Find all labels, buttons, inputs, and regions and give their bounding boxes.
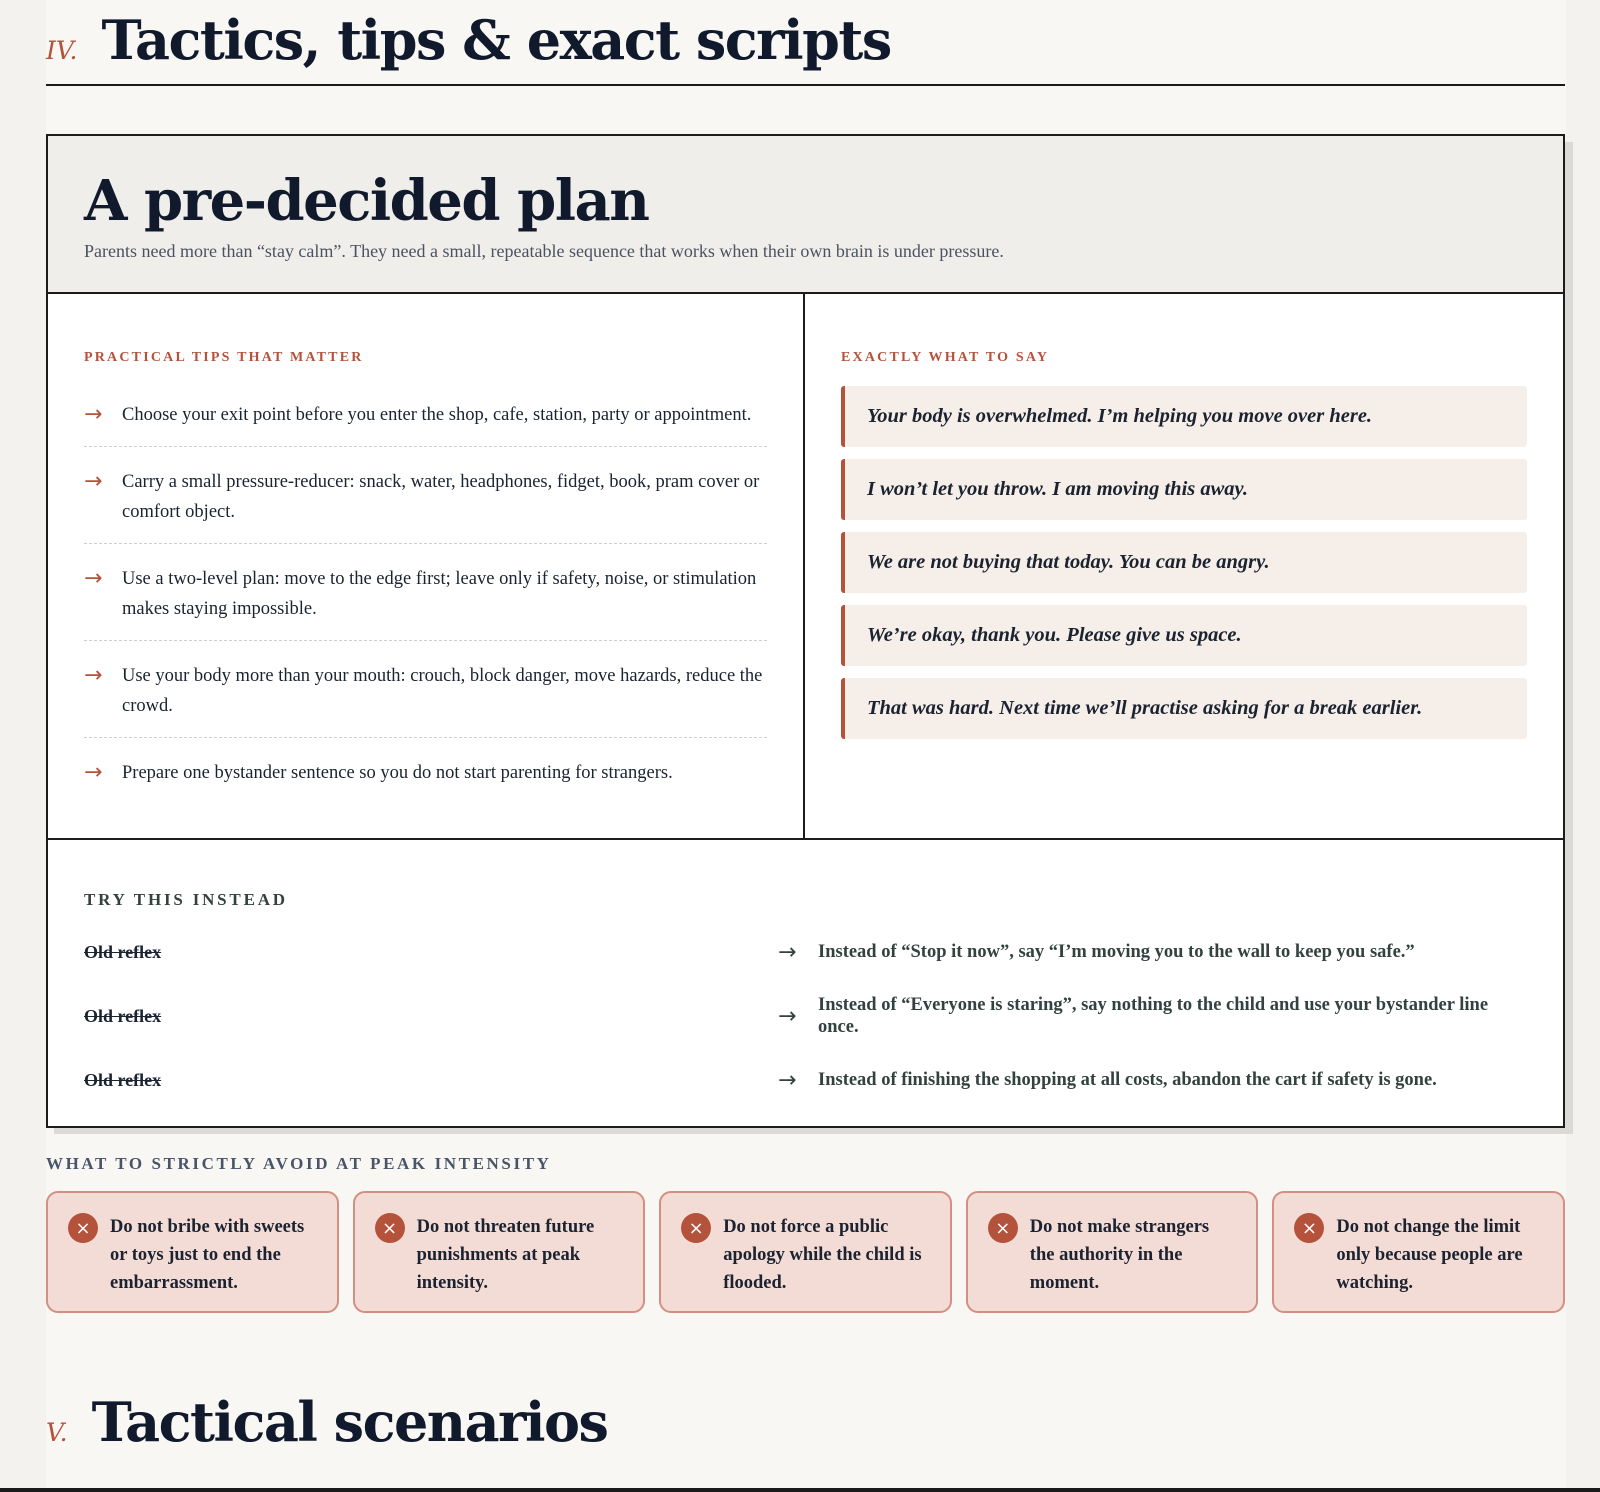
section-number: V. [46, 1418, 68, 1447]
script-quote: Your body is overwhelmed. I’m helping you move over here. [841, 386, 1527, 447]
arrow-right-icon: → [84, 402, 103, 427]
section-title: Tactical scenarios [91, 1390, 608, 1454]
avoid-text: Do not change the limit only because people are watching. [1336, 1217, 1523, 1293]
script-quote: That was hard. Next time we’ll practise asking for a break earlier. [841, 678, 1527, 739]
section-heading-v [46, 1390, 607, 1454]
try-instead-rows [84, 930, 1527, 1102]
card-title: A pre-decided plan [84, 168, 649, 234]
close-icon: × [1294, 1213, 1324, 1243]
tip-text: Use your body more than your mouth: crouch, block danger, move hazards, reduce the crowd. [122, 666, 763, 716]
scripts-list [841, 386, 1527, 739]
avoid-text: Do not force a public apology while the child is flooded. [723, 1217, 922, 1293]
tip-text: Carry a small pressure-reducer: snack, water, headphones, fidget, book, pram cover or comfort object. [122, 472, 760, 522]
script-quote: I won’t let you throw. I am moving this away. [841, 459, 1527, 520]
avoid-heading: WHAT TO STRICTLY AVOID AT PEAK INTENSITY [46, 1154, 552, 1173]
card-header [48, 136, 1563, 294]
avoid-card [1272, 1191, 1565, 1313]
tip-text: Use a two-level plan: move to the edge first; leave only if safety, noise, or stimulation makes staying impossible. [122, 569, 757, 619]
left-margin [0, 0, 46, 1492]
old-reflex-label: Old reflex [84, 1005, 162, 1026]
avoid-text: Do not bribe with sweets or toys just to end the embarrassment. [110, 1217, 305, 1293]
table-row [84, 994, 1527, 1038]
avoid-card [353, 1191, 646, 1313]
old-reflex-label: Old reflex [84, 1069, 162, 1090]
close-icon: × [988, 1213, 1018, 1243]
avoid-card [966, 1191, 1259, 1313]
list-item [84, 657, 767, 738]
tip-text: Prepare one bystander sentence so you do not start parenting for strangers. [122, 763, 673, 783]
table-row [84, 930, 1527, 974]
replacement-text: Instead of “Stop it now”, say “I’m moving you to the wall to keep you safe.” [818, 942, 1415, 962]
arrow-right-icon: → [84, 760, 103, 785]
script-quote: We’re okay, thank you. Please give us space. [841, 605, 1527, 666]
section-heading-iv [46, 8, 891, 72]
card-columns [48, 294, 1563, 840]
arrow-right-icon: → [778, 1067, 797, 1093]
replacement-text: Instead of “Everyone is staring”, say nothing to the child and use your bystander line once. [818, 995, 1489, 1037]
arrow-right-icon: → [84, 566, 103, 591]
scripts-column [805, 294, 1563, 838]
script-quote: We are not buying that today. You can be angry. [841, 532, 1527, 593]
plan-card [46, 134, 1565, 1128]
close-icon: × [68, 1213, 98, 1243]
tips-heading: PRACTICAL TIPS THAT MATTER [84, 350, 364, 365]
list-item [84, 754, 767, 804]
try-instead-section [48, 840, 1563, 1102]
arrow-right-icon: → [778, 1003, 797, 1029]
list-item [84, 463, 767, 544]
scripts-heading: EXACTLY WHAT TO SAY [841, 350, 1050, 365]
tip-text: Choose your exit point before you enter the shop, cafe, station, party or appointment. [122, 405, 752, 425]
avoid-text: Do not make strangers the authority in the moment. [1029, 1217, 1210, 1293]
list-item [84, 560, 767, 641]
bottom-divider [0, 1488, 1600, 1492]
arrow-right-icon: → [84, 663, 103, 688]
arrow-right-icon: → [84, 469, 103, 494]
avoid-card [659, 1191, 952, 1313]
tips-list [84, 396, 767, 804]
list-item [84, 396, 767, 447]
arrow-right-icon: → [778, 939, 797, 965]
try-instead-heading: TRY THIS INSTEAD [84, 890, 288, 909]
section-title: Tactics, tips & exact scripts [101, 8, 891, 72]
section-number: IV. [46, 36, 78, 65]
table-row [84, 1058, 1527, 1102]
avoid-card [46, 1191, 339, 1313]
tips-column [48, 294, 805, 838]
replacement-text: Instead of finishing the shopping at all costs, abandon the cart if safety is gone. [818, 1070, 1437, 1090]
card-subtitle: Parents need more than “stay calm”. They need a small, repeatable sequence that works when their own brain is under pressure. [84, 240, 1004, 261]
avoid-cards [46, 1191, 1565, 1313]
section-divider [46, 84, 1565, 86]
old-reflex-label: Old reflex [84, 941, 162, 962]
avoid-text: Do not threaten future punishments at peak intensity. [416, 1217, 595, 1293]
close-icon: × [681, 1213, 711, 1243]
close-icon: × [375, 1213, 405, 1243]
avoid-section [46, 1154, 1565, 1313]
